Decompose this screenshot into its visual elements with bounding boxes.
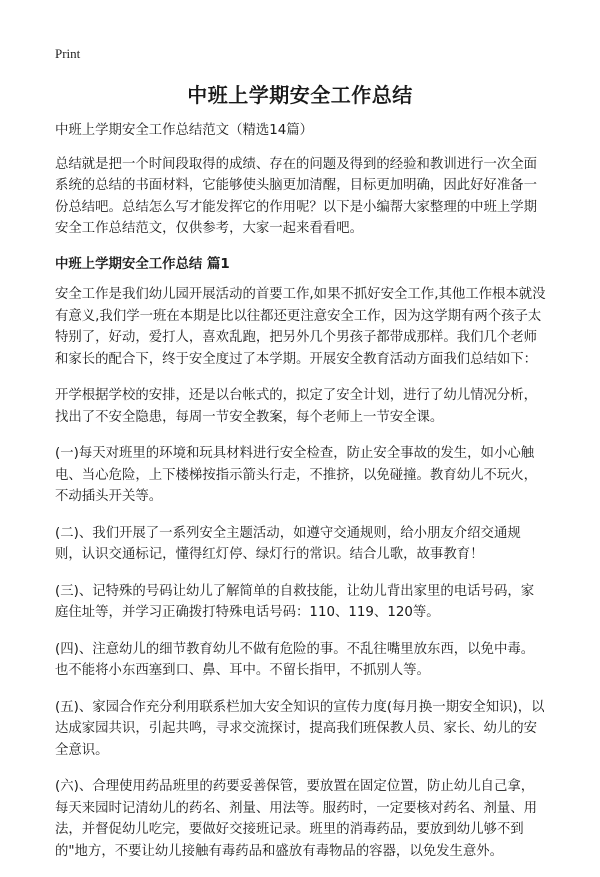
paragraph: 开学根据学校的安排，还是以台帐式的，拟定了安全计划，进行了幼儿情况分析，找出了不安全隐患，每周一节安全教案，每个老师上一节安全课。	[55, 388, 538, 425]
print-link[interactable]: Print	[55, 46, 81, 61]
paragraph: (五)、家园合作充分利用联系栏加大安全知识的宣传力度(每月换一期安全知识)，以达成家园共识，引起共鸣，寻求交流探讨，提高我们班保教人员、家长、幼儿的安全意识。	[55, 699, 545, 758]
document-subtitle: 中班上学期安全工作总结范文（精选14篇）	[55, 123, 314, 138]
intro-paragraph: 总结就是把一个时间段取得的成绩、存在的问题及得到的经验和教训进行一次全面系统的总结的书面材料，它能够使头脑更加清醒，目标更加明确，因此好好准备一份总结吧。总结怎么写才能发挥它的作用呢？以下是小编帮大家整理的中班上学期安全工作总结范文，仅供参考，大家一起来看看吧。	[55, 156, 538, 236]
paragraph: (二)、我们开展了一系列安全主题活动，如遵守交通规则，给小朋友介绍交通规则，认识交通标记，懂得红灯停、绿灯行的常识。结合儿歌，故事教育！	[55, 525, 521, 562]
paragraph: (四)、注意幼儿的细节教育幼儿不做有危险的事。不乱往嘴里放东西，以免中毒。也不能将小东西塞到口、鼻、耳中。不留长指甲，不抓别人等。	[55, 641, 535, 678]
section-heading: 中班上学期安全工作总结 篇1	[55, 256, 230, 272]
paragraph: (六)、合理使用药品班里的药要妥善保管，要放置在固定位置，防止幼儿自己拿，每天来园时记清幼儿的药名、剂量、用法等。服药时，一定要核对药名、剂量、用法，并督促幼儿吃完，要做好交接班记录。班里的消毒药品，要放到幼儿够不到的"地方，不要让幼儿接触有毒药品和盛放有毒物品的容器，以免发生意外。	[55, 779, 538, 859]
page-title: 中班上学期安全工作总结	[187, 83, 413, 107]
paragraph: 安全工作是我们幼儿园开展活动的首要工作,如果不抓好安全工作,其他工作根本就没有意义,我们学一班在本期是比以往都还更注意安全工作，因为这学期有两个孩子太特别了，好动，爱打人，喜欢乱跑，把另外几个男孩子都带成那样。我们几个老师和家长的配合下，终于安全度过了本学期。开展安全教育活动方面我们总结如下：	[55, 287, 546, 367]
document-body	[55, 120, 547, 877]
paragraph: (三)、记特殊的号码让幼儿了解简单的自救技能，让幼儿背出家里的电话号码，家庭住址等，并学习正确拨打特殊电话号码：110、119、120等。	[55, 583, 535, 620]
paragraph: (一)每天对班里的环境和玩具材料进行安全检查，防止安全事故的发生，如小心触电、当心危险，上下楼梯按指示箭头行走，不推挤，以免碰撞。教育幼儿不玩火，不动插头开关等。	[55, 446, 538, 504]
